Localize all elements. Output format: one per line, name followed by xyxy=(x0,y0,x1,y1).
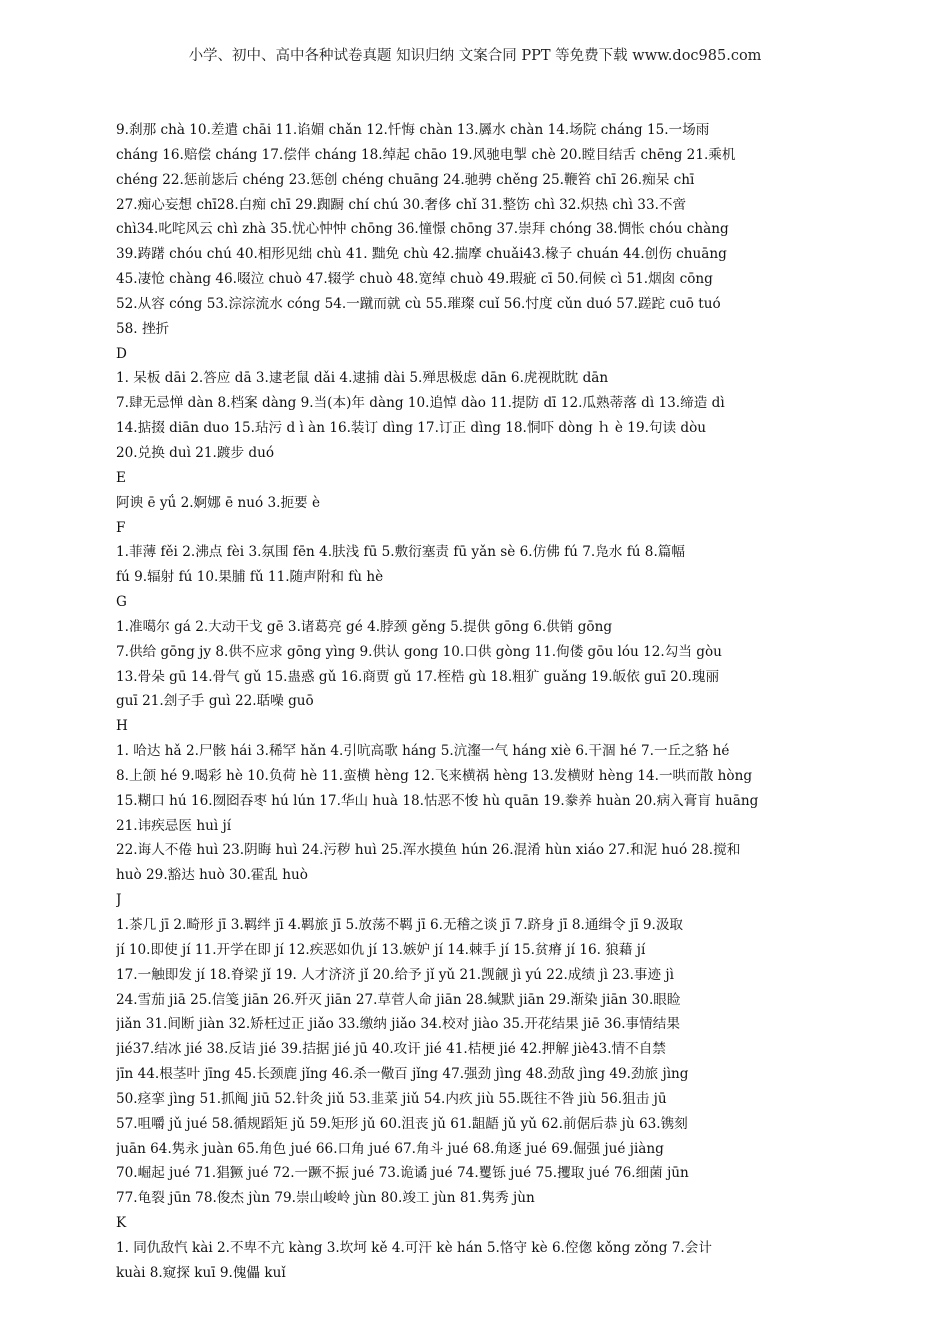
text-line: 7.供给 gōng jy 8.供不应求 gōng yìng 9.供认 gong 10.口供 gòng 11.佝偻 gōu lóu 12.勾当 gòu xyxy=(116,643,722,660)
text-line: juān 64.隽永 juàn 65.角色 jué 66.口角 jué 67.角斗 jué 68.角逐 jué 69.倔强 jué jiàng xyxy=(116,1140,664,1157)
text-line: huò 29.豁达 huò 30.霍乱 huò xyxy=(116,867,308,884)
text-line: 22.诲人不倦 huì 23.阴晦 huì 24.污秽 huì 25.浑水摸鱼 hún 26.混淆 hùn xiáo 27.和泥 huó 28.搅和 xyxy=(116,842,741,859)
text-line: 9.刹那 chà 10.差遣 chāi 11.谄媚 chǎn 12.忏悔 chàn 13.羼水 chàn 14.场院 cháng 15.一场雨 xyxy=(116,122,710,138)
text-line: 45.凄怆 chàng 46.啜泣 chuò 47.辍学 chuò 48.宽绰 chuò 49.瑕疵 cī 50.伺候 cì 51.烟囱 cōng xyxy=(116,271,713,288)
text-line: 1.菲薄 fěi 2.沸点 fèi 3.氛围 fēn 4.肤浅 fū 5.敷衍塞责 fū yǎn sè 6.仿佛 fú 7.凫水 fú 8.篇幅 xyxy=(116,544,685,561)
text-line: chéng 22.惩前毖后 chéng 23.惩创 chéng chuāng 24.驰骋 chěng 25.鞭笞 chī 26.痴呆 chī xyxy=(116,171,695,188)
text-line: 58. 挫折 xyxy=(116,320,170,337)
text-line: 1. 哈达 hǎ 2.尸骸 hái 3.稀罕 hǎn 4.引吭高歌 háng 5.沆瀣一气 háng xiè 6.干涸 hé 7.一丘之貉 hé xyxy=(116,743,730,760)
section-letter: E xyxy=(116,469,126,486)
section-letter: K xyxy=(116,1215,127,1232)
text-line: 1.茶几 jī 2.畸形 jī 3.羁绊 jī 4.羁旅 jī 5.放荡不羁 jī 6.无稽之谈 jī 7.跻身 jī 8.通缉令 jī 9.汲取 xyxy=(116,917,684,933)
text-line: jí 10.即使 jí 11.开学在即 jí 12.疾恶如仇 jí 13.嫉妒 jí 14.棘手 jí 15.贫瘠 jí 16. 狼藉 jí xyxy=(116,941,646,958)
text-line: 1. 同仇敌忾 kài 2.不卑不亢 kàng 3.坎坷 kě 4.可汗 kè hán 5.恪守 kè 6.倥偬 kǒng zǒng 7.会计 xyxy=(116,1239,712,1256)
text-line: jiǎn 31.间断 jiàn 32.矫枉过正 jiǎo 33.缴纳 jiǎo 34.校对 jiào 35.开花结果 jiē 36.事情结果 xyxy=(116,1016,680,1033)
text-line: kuài 8.窥探 kuī 9.傀儡 kuǐ xyxy=(116,1264,286,1281)
text-line: 24.雪茄 jiā 25.信笺 jiān 26.歼灭 jiān 27.草菅人命 jiān 28.缄默 jiān 29.渐染 jiān 30.眼睑 xyxy=(116,991,681,1008)
text-line: 77.龟裂 jūn 78.俊杰 jùn 79.崇山峻岭 jùn 80.竣工 jùn 81.隽秀 jùn xyxy=(116,1190,535,1207)
text-line: 27.痴心妄想 chī28.白痴 chī 29.踟蹰 chí chú 30.奢侈 chǐ 31.整饬 chì 32.炽热 chì 33.不啻 xyxy=(116,196,687,213)
text-line: fú 9.辐射 fú 10.果脯 fǔ 11.随声附和 fù hè xyxy=(116,569,384,586)
text-line: 70.崛起 jué 71.猖獗 jué 72.一蹶不振 jué 73.诡谲 jué 74.矍铄 jué 75.攫取 jué 76.细菌 jūn xyxy=(116,1165,689,1182)
text-line: 8.上颌 hé 9.喝彩 hè 10.负荷 hè 11.蛮横 hèng 12.飞来横祸 hèng 13.发横财 hèng 14.一哄而散 hòng xyxy=(116,767,753,784)
section-letter: G xyxy=(116,594,127,611)
document-body xyxy=(116,118,816,1286)
text-line: jīn 44.根茎叶 jīng 45.长颈鹿 jǐng 46.杀一儆百 jǐng 47.强劲 jìng 48.劲敌 jìng 49.劲旅 jìng xyxy=(116,1066,689,1083)
text-line: 52.从容 cóng 53.淙淙流水 cóng 54.一蹴而就 cù 55.璀璨 cuǐ 56.忖度 cǔn duó 57.蹉跎 cuō tuó xyxy=(116,295,721,312)
text-line: 50.痉挛 jìng 51.抓阄 jiū 52.针灸 jiǔ 53.韭菜 jiǔ 54.内疚 jiù 55.既往不咎 jiù 56.狙击 jū xyxy=(116,1090,667,1107)
page-header: 小学、初中、高中各种试卷真题 知识归纳 文案合同 PPT 等免费下载 www.doc985.com xyxy=(188,48,762,64)
text-line: 1.准噶尔 gá 2.大动干戈 gē 3.诸葛亮 gé 4.脖颈 gěng 5.提供 gōng 6.供销 gōng xyxy=(116,618,613,635)
text-line: 17.一触即发 jí 18.脊梁 jǐ 19. 人才济济 jǐ 20.给予 jǐ yǔ 21.觊觎 jì yú 22.成绩 jì 23.事迹 jì xyxy=(116,966,674,983)
text-line: jié37.结冰 jié 38.反诘 jié 39.拮据 jié jū 40.攻讦 jié 41.桔梗 jié 42.押解 jiè43.情不自禁 xyxy=(116,1041,666,1058)
text-line: 20.兑换 duì 21.踱步 duó xyxy=(116,444,275,461)
text-line: chì34.叱咤风云 chì zhà 35.忧心忡忡 chōng 36.憧憬 chōng 37.崇拜 chóng 38.惆怅 chóu chàng xyxy=(116,221,729,238)
text-line: cháng 16.赔偿 cháng 17.偿伴 cháng 18.绰起 chāo 19.风驰电掣 chè 20.瞠目结舌 chēng 21.乘机 xyxy=(116,146,736,163)
text-line: 7.肆无忌惮 dàn 8.档案 dàng 9.当(本)年 dàng 10.追悼 dào 11.提防 dī 12.瓜熟蒂落 dì 13.缔造 dì xyxy=(116,395,725,412)
text-line: 13.骨朵 gū 14.骨气 gǔ 15.蛊惑 gǔ 16.商贾 gǔ 17.桎梏 gù 18.粗犷 guǎng 19.皈依 guī 20.瑰丽 xyxy=(116,668,720,685)
text-line: guī 21.刽子手 guì 22.聒噪 guō xyxy=(116,693,314,710)
text-line: 14.掂掇 diān duo 15.玷污 d ì àn 16.装订 dìng 17.订正 dìng 18.恫吓 dòng ｈ è 19.句读 dòu xyxy=(116,420,707,437)
text-line: 15.糊口 hú 16.囫囵吞枣 hú lún 17.华山 huà 18.怙恶不悛 hù quān 19.豢养 huàn 20.病入膏肓 huāng xyxy=(116,792,759,809)
text-line: 57.咀嚼 jǔ jué 58.循规蹈矩 jǔ 59.矩形 jǔ 60.沮丧 jǔ 61.龃龉 jǔ yǔ 62.前倨后恭 jù 63.镌刻 xyxy=(116,1115,688,1132)
text-line: 阿谀 ē yǘ 2.婀娜 ē nuó 3.扼要 è xyxy=(116,494,321,511)
section-letter: D xyxy=(116,345,127,362)
text-line: 21.讳疾忌医 huì jí xyxy=(116,817,232,834)
section-letter: F xyxy=(116,519,126,536)
section-letter: H xyxy=(116,718,128,735)
text-line: 1. 呆板 dāi 2.答应 dā 3.逮老鼠 dǎi 4.逮捕 dài 5.殚思极虑 dān 6.虎视眈眈 dān xyxy=(116,370,609,387)
section-letter: J xyxy=(116,892,122,909)
text-line: 39.踌躇 chóu chú 40.相形见绌 chù 41. 黜免 chù 42.揣摩 chuǎi43.椽子 chuán 44.创伤 chuāng xyxy=(116,246,727,263)
